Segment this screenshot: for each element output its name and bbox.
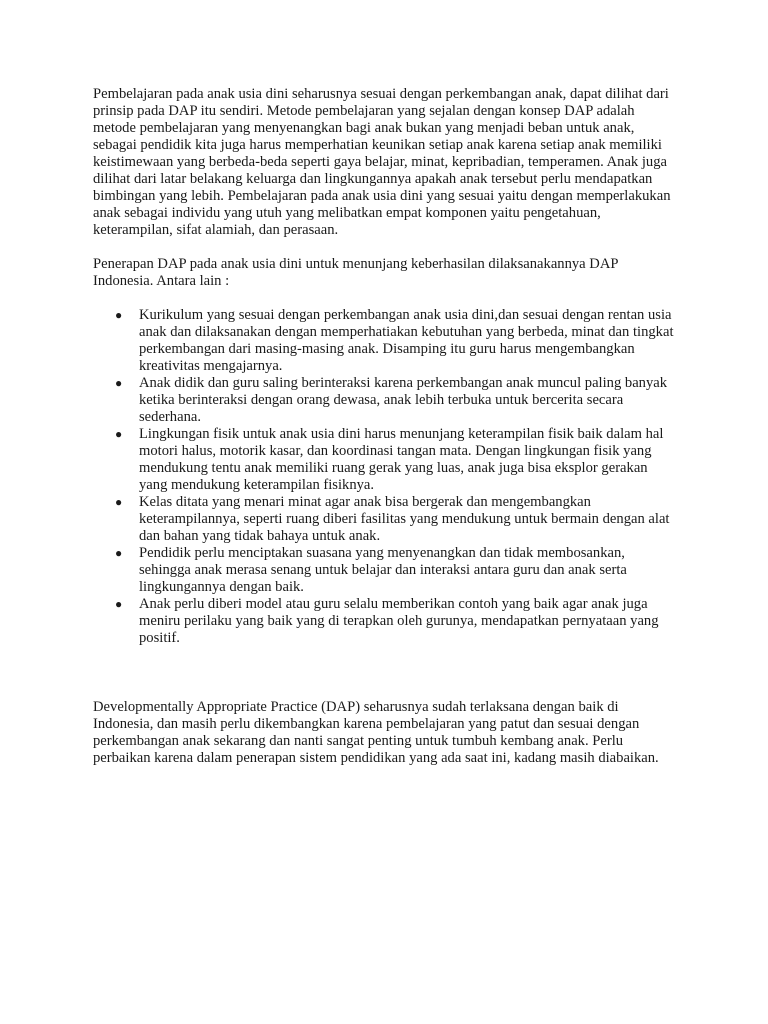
bullet-icon: ● — [115, 427, 123, 441]
list-item-text: Kurikulum yang sesuai dengan perkembangan anak usia dini,dan sesuai dengan rentan usia anak dan dilaksanakan dengan memperhatiakan kebutuhan yang berbeda, minat dan tingkat perkembangan dari masing-masing anak. Disamping itu guru harus mengembangkan kreativitas mengajarnya. — [139, 307, 674, 374]
list-item — [115, 426, 679, 494]
list-item-text: Pendidik perlu menciptakan suasana yang menyenangkan dan tidak membosankan, sehingga anak merasa senang untuk belajar dan interaksi antara guru dan anak serta lingkungannya dengan baik. — [139, 545, 627, 595]
list-item-text: Anak didik dan guru saling berinteraksi karena perkembangan anak muncul paling banyak ketika berinteraksi dengan orang dewasa, anak lebih terbuka untuk bercerita secara sederhana. — [139, 375, 668, 425]
bullet-icon: ● — [115, 308, 123, 322]
bullet-icon: ● — [115, 376, 123, 390]
list-item — [115, 494, 679, 545]
list-item-text: Kelas ditata yang menari minat agar anak bisa bergerak dan mengembangkan keterampilannya, seperti ruang diberi fasilitas yang mendukung untuk bermain dengan alat dan bahan yang tidak bahaya untuk anak. — [139, 494, 670, 544]
implementation-list — [93, 307, 679, 647]
document-page — [93, 86, 679, 767]
list-item — [115, 545, 679, 596]
intro-paragraph: Pembelajaran pada anak usia dini seharusnya sesuai dengan perkembangan anak, dapat dilihat dari prinsip pada DAP itu sendiri. Metode pembelajaran yang sejalan dengan konsep DAP adalah metode pembelajaran yang menyenangkan bagi anak bukan yang menjadi beban untuk anak, sebagai pendidik kita juga harus memperhatian keunikan setiap anak karena setiap anak memiliki keistimewaan yang berbeda-beda seperti gaya belajar, minat, kepribadian, temperamen. Anak juga dilihat dari latar belakang keluarga dan lingkungannya apakah anak tersebut perlu mendapatkan bimbingan yang lebih. Pembelajaran pada anak usia dini yang sesuai yaitu dengan memperlakukan anak sebagai individu yang utuh yang melibatkan empat komponen yaitu pengetahuan, keterampilan, sifat alamiah, dan perasaan. — [93, 86, 671, 238]
list-item — [115, 596, 679, 647]
bullet-icon: ● — [115, 495, 123, 509]
conclusion-paragraph: Developmentally Appropriate Practice (DAP) seharusnya sudah terlaksana dengan baik di Indonesia, dan masih perlu dikembangkan karena pembelajaran yang patut dan sesuai dengan perkembangan anak sekarang dan nanti sangat penting untuk tumbuh kembang anak. Perlu perbaikan karena dalam penerapan sistem pendidikan yang ada saat ini, kadang masih diabaikan. — [93, 699, 659, 766]
bullet-icon: ● — [115, 546, 123, 560]
list-item — [115, 375, 679, 426]
list-item — [115, 307, 679, 375]
list-item-text: Anak perlu diberi model atau guru selalu memberikan contoh yang baik agar anak juga meniru perilaku yang baik yang di terapkan oleh gurunya, mendapatkan pernyataan yang positif. — [139, 596, 659, 646]
bullet-icon: ● — [115, 597, 123, 611]
list-item-text: Lingkungan fisik untuk anak usia dini harus menunjang keterampilan fisik baik dalam hal motori halus, motorik kasar, dan koordinasi tangan mata. Dengan lingkungan fisik yang mendukung tentu anak memiliki ruang gerak yang luas, anak juga bisa eksplor gerakan yang mendukung keterampilan fisiknya. — [139, 426, 664, 493]
implementation-intro-paragraph: Penerapan DAP pada anak usia dini untuk menunjang keberhasilan dilaksanakannya DAP Indonesia. Antara lain : — [93, 256, 618, 289]
